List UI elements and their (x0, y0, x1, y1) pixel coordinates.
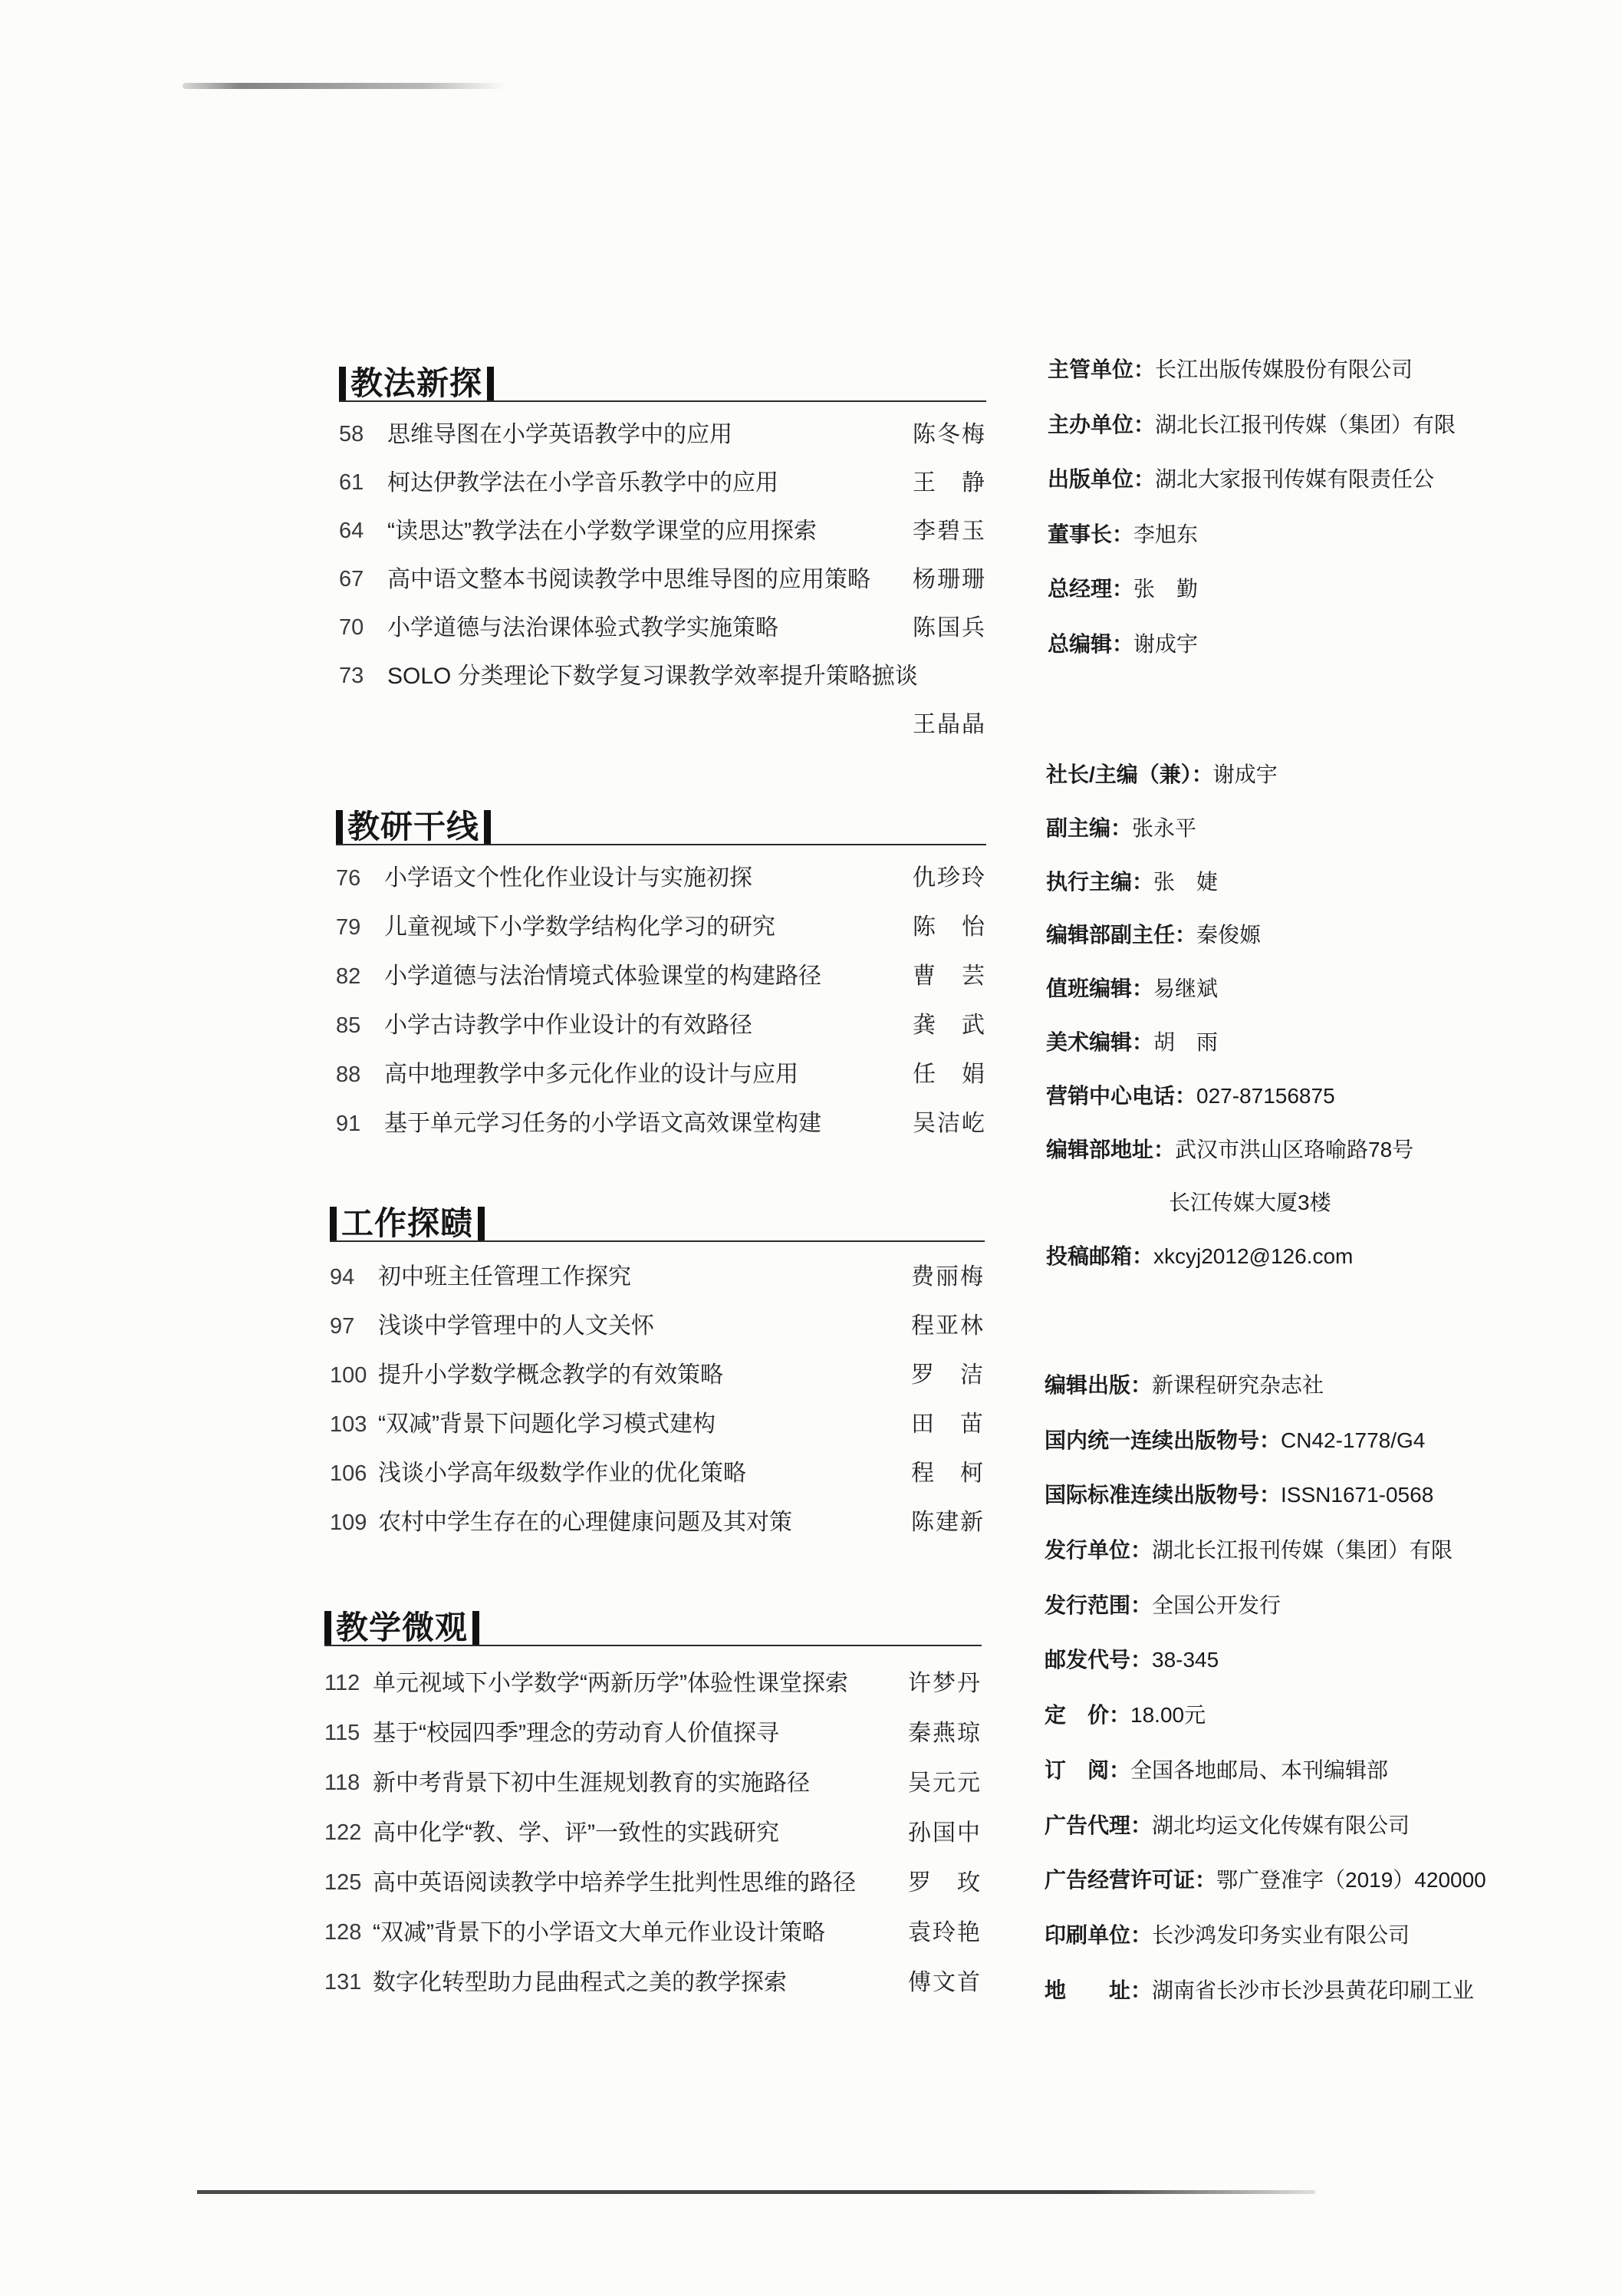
masthead-label: 副主编： (1046, 815, 1133, 840)
page-number: 94 (330, 1265, 355, 1290)
section-header (324, 1609, 982, 1646)
masthead-publishers (1048, 342, 1456, 672)
page-number: 82 (336, 964, 361, 989)
author: 袁玲艳 (908, 1919, 982, 1946)
toc-entry (324, 1808, 982, 1858)
article-title: 新中考背景下初中生涯规划教育的实施路径 (373, 1771, 810, 1796)
author: 李碧玉 (913, 518, 986, 545)
masthead-label: 定 价： (1045, 1703, 1131, 1728)
masthead-label: 董事长： (1048, 522, 1134, 546)
toc-entry (339, 507, 986, 555)
article-title: 高中化学“教、学、评”一致性的实践研究 (373, 1820, 779, 1846)
article-title: 基于“校园四季”理念的劳动育人价值探寻 (373, 1721, 779, 1746)
section-title: 教法新探 (350, 364, 483, 402)
author: 田 苗 (911, 1411, 985, 1438)
masthead-line (1046, 1016, 1436, 1069)
masthead-label: 编辑部副主任： (1046, 923, 1197, 947)
author: 任 娟 (913, 1061, 986, 1088)
author: 秦燕琼 (908, 1720, 982, 1747)
masthead-line (1046, 908, 1436, 962)
masthead-value: 谢成宇 (1133, 631, 1199, 656)
toc-entry-author-line (339, 700, 986, 749)
page-number: 58 (339, 422, 364, 446)
article-title: “读思达”教学法在小学数学课堂的应用探索 (387, 519, 817, 544)
toc-entry (324, 1708, 982, 1758)
masthead-line (1046, 1069, 1436, 1123)
page-number: 64 (339, 519, 364, 543)
masthead-value: 湖北均运文化传媒有限公司 (1152, 1813, 1410, 1837)
masthead-label: 印刷单位： (1045, 1922, 1153, 1947)
author: 吴洁屹 (913, 1110, 986, 1137)
article-title: 高中英语阅读教学中培养学生批判性思维的路径 (373, 1870, 856, 1896)
header-bar-left (336, 810, 343, 844)
toc-entry (336, 1001, 986, 1050)
author: 罗 洁 (911, 1362, 985, 1388)
article-title: 初中班主任管理工作探究 (378, 1264, 631, 1290)
author: 陈 怡 (913, 914, 986, 940)
author: 孙国中 (908, 1820, 982, 1846)
masthead-label: 发行范围： (1045, 1593, 1153, 1617)
masthead-line (1046, 802, 1436, 855)
page-number: 112 (324, 1671, 360, 1695)
page-number: 91 (336, 1112, 361, 1136)
section-header (330, 1205, 985, 1242)
page-number: 61 (339, 470, 364, 495)
page-number: 103 (330, 1412, 367, 1437)
masthead-label: 社长/主编（兼）： (1046, 763, 1213, 786)
masthead-address-continuation: 长江传媒大厦3楼 (1169, 1191, 1331, 1215)
section-title: 教学微观 (336, 1609, 469, 1646)
article-title: “双减”背景下问题化学习模式建构 (378, 1412, 716, 1437)
toc-list (324, 1659, 982, 2008)
masthead-value: CN42-1778/G4 (1281, 1428, 1426, 1452)
masthead-line (1048, 342, 1436, 397)
article-title: SOLO 分类理论下数学复习课教学效率提升策略摭谈 (387, 664, 918, 689)
author: 陈建新 (911, 1509, 985, 1536)
masthead-line (1045, 1963, 1475, 2018)
author: 曹 芸 (913, 963, 986, 990)
masthead-value: 18.00元 (1130, 1703, 1206, 1728)
toc-list (330, 1253, 985, 1547)
masthead-line (1045, 1632, 1436, 1688)
toc-entry (339, 604, 986, 652)
masthead-label: 地 址： (1045, 1978, 1153, 2002)
page-number: 115 (324, 1721, 360, 1745)
article-title: 高中地理教学中多元化作业的设计与应用 (384, 1062, 798, 1087)
masthead-label: 总编辑： (1048, 631, 1134, 656)
toc-entry (324, 1659, 982, 1708)
masthead-label: 发行单位： (1045, 1538, 1153, 1563)
toc-entry (324, 1958, 982, 2008)
section-header (336, 809, 986, 845)
author: 王 静 (913, 469, 986, 496)
toc-section (324, 1609, 982, 1996)
footer-rule (197, 2190, 1315, 2194)
masthead-value: 张永平 (1132, 815, 1197, 840)
page-number: 79 (336, 915, 361, 940)
author: 仇珍玲 (913, 865, 986, 891)
masthead-value: 秦俊嫄 (1196, 923, 1262, 947)
masthead-label: 国际标准连续出版物号： (1045, 1483, 1281, 1507)
toc-section (336, 808, 986, 1137)
masthead-value: xkcyj2012@126.com (1153, 1244, 1354, 1269)
masthead-label: 美术编辑： (1046, 1029, 1154, 1054)
masthead-label: 投稿邮箱： (1046, 1244, 1154, 1269)
masthead-editorial-staff (1046, 748, 1436, 1283)
article-title: 单元视域下小学数学“两新历学”体验性课堂探索 (373, 1671, 848, 1696)
masthead-line (1046, 1123, 1436, 1177)
toc-section (330, 1204, 985, 1536)
masthead-label: 邮发代号： (1045, 1648, 1153, 1672)
masthead-line (1045, 1853, 1486, 1908)
author: 罗 玫 (908, 1869, 982, 1896)
section-header (339, 365, 986, 402)
toc-entry (330, 1498, 985, 1547)
masthead-line (1045, 1358, 1436, 1413)
toc-entry (336, 854, 986, 903)
masthead-label: 订 阅： (1045, 1757, 1131, 1782)
masthead-value: 新课程研究杂志社 (1152, 1373, 1324, 1397)
masthead-value: 谢成宇 (1212, 763, 1278, 786)
toc-entry (324, 1858, 982, 1908)
masthead-value: 全国公开发行 (1152, 1593, 1281, 1617)
masthead-value: 38-345 (1152, 1648, 1219, 1672)
article-title: 浅谈小学高年级数学作业的优化策略 (378, 1461, 746, 1486)
toc-entry (339, 555, 986, 604)
masthead-value: 张 婕 (1153, 869, 1219, 894)
article-title: 儿童视域下小学数学结构化学习的研究 (384, 914, 775, 940)
article-title: 小学道德与法治课体验式教学实施策略 (387, 615, 778, 641)
masthead-value: 湖北长江报刊传媒（集团）有限 (1155, 412, 1456, 436)
masthead-label: 值班编辑： (1046, 977, 1154, 1001)
header-bar-left (339, 367, 346, 400)
toc-entry (339, 459, 986, 507)
masthead-line (1045, 1578, 1436, 1633)
masthead-value: 鄂广登准字（2019）420000 (1216, 1868, 1486, 1892)
header-bar-left (324, 1611, 331, 1645)
page-number: 122 (324, 1820, 362, 1845)
header-bar-right (484, 810, 491, 844)
page-number: 100 (330, 1363, 367, 1388)
masthead-line (1048, 617, 1436, 672)
masthead-line (1045, 1688, 1436, 1743)
masthead-value: 易继斌 (1153, 977, 1219, 1001)
masthead-label: 广告代理： (1045, 1813, 1153, 1837)
article-title: 高中语文整本书阅读教学中思维导图的应用策略 (387, 567, 870, 592)
masthead-value: 027-87156875 (1196, 1083, 1335, 1108)
header-bar-right (478, 1207, 485, 1240)
article-title: 柯达伊教学法在小学音乐教学中的应用 (387, 470, 778, 496)
masthead-value: ISSN1671-0568 (1281, 1483, 1434, 1507)
article-title: 思维导图在小学英语教学中的应用 (387, 422, 732, 447)
author: 吴元元 (908, 1770, 982, 1797)
masthead-value: 长沙鸿发印务实业有限公司 (1152, 1922, 1410, 1947)
masthead-label: 编辑出版： (1045, 1373, 1153, 1397)
section-title: 教研干线 (347, 808, 480, 845)
author: 许梦丹 (908, 1670, 982, 1697)
masthead-line (1046, 962, 1436, 1016)
masthead-line (1046, 748, 1436, 802)
masthead-label: 主管单位： (1048, 357, 1156, 381)
masthead-line (1046, 855, 1436, 909)
section-title: 工作探赜 (341, 1204, 474, 1242)
toc-entry (324, 1758, 982, 1808)
article-title: 小学语文个性化作业设计与实施初探 (384, 865, 752, 891)
masthead-label: 主办单位： (1048, 412, 1156, 436)
toc-entry (330, 1253, 985, 1302)
page-number: 109 (330, 1510, 367, 1535)
masthead-label: 广告经营许可证： (1045, 1868, 1217, 1892)
article-title: 提升小学数学概念教学的有效策略 (378, 1362, 723, 1388)
author: 费丽梅 (911, 1263, 985, 1290)
toc-entry (336, 1050, 986, 1099)
page-number: 88 (336, 1062, 361, 1087)
toc-entry (336, 903, 986, 952)
masthead-publication-info (1045, 1358, 1486, 2018)
page-number: 73 (339, 664, 364, 688)
masthead-line (1048, 452, 1436, 507)
toc-section (339, 364, 986, 738)
header-bar-left (330, 1207, 337, 1240)
header-bar-right (472, 1611, 479, 1645)
article-title: 浅谈中学管理中的人文关怀 (378, 1313, 654, 1339)
masthead-line (1048, 507, 1436, 562)
article-title: 小学道德与法治情境式体验课堂的构建路径 (384, 964, 821, 989)
masthead-value: 武汉市洪山区珞喻路78号 (1175, 1137, 1414, 1161)
author: 陈国兵 (913, 614, 986, 641)
masthead-line (1045, 1413, 1436, 1468)
article-title: “双减”背景下的小学语文大单元作业设计策略 (373, 1920, 825, 1945)
masthead-label: 国内统一连续出版物号： (1045, 1428, 1281, 1452)
author: 王晶晶 (913, 711, 986, 738)
page-number: 125 (324, 1870, 362, 1895)
masthead-value: 李旭东 (1133, 522, 1199, 546)
masthead-value: 湖北大家报刊传媒有限责任公 (1155, 467, 1435, 492)
masthead-line (1048, 397, 1456, 453)
scan-artifact-top-line (183, 83, 505, 89)
author: 傅文首 (908, 1969, 982, 1996)
masthead-label: 出版单位： (1048, 467, 1156, 492)
masthead-line (1046, 1230, 1436, 1283)
masthead-line (1045, 1523, 1453, 1578)
toc-list (336, 854, 986, 1148)
author: 程亚林 (911, 1313, 985, 1339)
masthead-value: 张 勤 (1133, 577, 1199, 601)
toc-list (339, 410, 986, 749)
page-number: 67 (339, 567, 364, 591)
page-number: 70 (339, 615, 364, 640)
author: 陈冬梅 (913, 421, 986, 448)
article-title: 农村中学生存在的心理健康问题及其对策 (378, 1510, 792, 1535)
masthead-line (1045, 1468, 1436, 1523)
masthead-line (1045, 1908, 1436, 1963)
masthead-value: 湖南省长沙市长沙县黄花印刷工业 (1152, 1978, 1475, 2002)
masthead-value: 长江出版传媒股份有限公司 (1155, 357, 1413, 381)
toc-entry (336, 1099, 986, 1148)
masthead-line (1045, 1798, 1436, 1853)
page-number: 106 (330, 1461, 367, 1486)
toc-entry (330, 1302, 985, 1351)
author: 龚 武 (913, 1012, 986, 1039)
masthead-value: 全国各地邮局、本刊编辑部 (1130, 1757, 1389, 1782)
masthead-label: 营销中心电话： (1046, 1083, 1197, 1108)
masthead-label: 执行主编： (1046, 869, 1154, 894)
masthead-line (1045, 1743, 1436, 1798)
toc-entry (330, 1449, 985, 1498)
toc-entry (330, 1351, 985, 1400)
toc-entry (339, 410, 986, 459)
page-number: 97 (330, 1314, 355, 1339)
page-number: 128 (324, 1920, 362, 1945)
toc-entry (339, 652, 986, 700)
article-title: 基于单元学习任务的小学语文高效课堂构建 (384, 1111, 821, 1136)
article-title: 小学古诗教学中作业设计的有效路径 (384, 1013, 752, 1038)
header-bar-right (487, 367, 494, 400)
toc-entry (324, 1908, 982, 1958)
author: 杨珊珊 (913, 566, 986, 593)
page-number: 118 (324, 1771, 360, 1795)
author: 程 柯 (911, 1460, 985, 1487)
masthead-label: 总经理： (1048, 577, 1134, 601)
toc-entry (330, 1400, 985, 1449)
article-title: 数字化转型助力昆曲程式之美的教学探索 (373, 1970, 787, 1995)
masthead-label: 编辑部地址： (1046, 1137, 1176, 1161)
page-number: 131 (324, 1970, 362, 1995)
masthead-value: 胡 雨 (1153, 1029, 1219, 1054)
toc-entry (336, 952, 986, 1001)
masthead-line (1048, 562, 1436, 617)
masthead-value: 湖北长江报刊传媒（集团）有限 (1152, 1538, 1453, 1563)
page-number: 76 (336, 866, 361, 891)
page-number: 85 (336, 1013, 361, 1038)
